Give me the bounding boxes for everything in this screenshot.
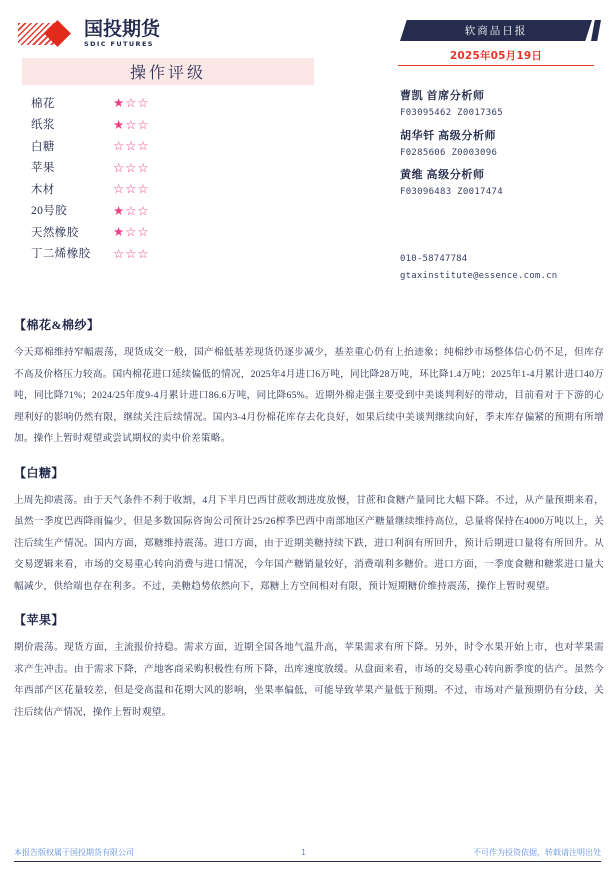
section-heading: 【白糖】 bbox=[14, 465, 65, 480]
document-footer bbox=[0, 836, 615, 862]
operation-rating-panel bbox=[22, 58, 314, 264]
rating-item-name: 白糖 bbox=[31, 140, 55, 153]
rating-item-name: 天然橡胶 bbox=[31, 226, 79, 239]
report-type-banner bbox=[400, 20, 592, 41]
logo-diamond-icon bbox=[18, 21, 80, 47]
analyst-list bbox=[400, 88, 615, 207]
section-body: 今天郑棉维持窄幅震荡，现货成交一般，国产棉低基差现货仍逐步减少，基差重心仍有上抬迹象；纯棉纱市场整体信心仍不足，但库存不高及价格压力较高。国内棉花进口延续偏低的情况，2025年4月进口6万吨，同比降28万吨，环比降1.4万吨；2025年1-4月累计进口40万吨，同比降71%；2024/25年度9-4月累计进口86.6万吨，同比降65%。近期外棉走强主要受到中美谈判利好的带动，目前看对于下游的心理利好的影响仍然有限，继续关注后续情况。国内3-4月份棉花库存去化良好，如果后续中美谈判继续向好，季末库存偏紧的预期有所增加。操作上暂时观望或尝试期权的卖中价差策略。 bbox=[14, 347, 604, 444]
logo-wordmark bbox=[84, 20, 160, 48]
section-apple bbox=[14, 611, 604, 723]
banner-label: 软商品日报 bbox=[464, 26, 528, 37]
rating-item-name: 20号胶 bbox=[31, 205, 68, 218]
analyst-name: 曹凯 首席分析师 bbox=[400, 90, 485, 102]
footer-copyright: 本报告版权属于国投期货有限公司 bbox=[14, 848, 134, 857]
rating-list bbox=[22, 92, 314, 264]
rating-row bbox=[31, 243, 314, 265]
rating-item-stars: ★☆☆ bbox=[113, 224, 150, 240]
report-date-block bbox=[398, 48, 594, 66]
rating-item-stars: ☆☆☆ bbox=[113, 159, 150, 175]
rating-item-stars: ☆☆☆ bbox=[113, 138, 150, 154]
company-logo bbox=[18, 17, 160, 51]
section-heading: 【棉花&棉纱】 bbox=[14, 318, 100, 332]
analyst-name: 胡华钎 高级分析师 bbox=[400, 129, 497, 142]
rating-row bbox=[31, 157, 314, 179]
analyst-block bbox=[400, 128, 615, 161]
rating-item-stars: ★☆☆ bbox=[113, 202, 150, 218]
contact-email[interactable]: gtaxinstitute@essence.com.cn bbox=[400, 271, 558, 281]
analyst-license-code: F03096483 Z0017474 bbox=[400, 187, 503, 197]
footer-divider bbox=[14, 861, 601, 862]
section-heading: 【苹果】 bbox=[14, 613, 65, 627]
logo-name-en: SDIC FUTURES bbox=[84, 40, 154, 49]
rating-row bbox=[31, 92, 314, 114]
analyst-license-code: F03095462 Z0017365 bbox=[400, 108, 503, 118]
rating-title-bar bbox=[22, 58, 314, 85]
contact-phone: 010-58747784 bbox=[400, 254, 468, 264]
rating-item-name: 纸浆 bbox=[31, 119, 55, 132]
rating-row bbox=[31, 114, 314, 136]
rating-item-name: 苹果 bbox=[31, 162, 55, 175]
document-header bbox=[0, 0, 615, 300]
analyst-name: 黄维 高级分析师 bbox=[400, 169, 485, 181]
rating-item-stars: ☆☆☆ bbox=[113, 245, 150, 261]
analyst-block bbox=[400, 167, 615, 200]
rating-item-name: 棉花 bbox=[31, 97, 55, 110]
section-body: 期价震荡。现货方面，主流报价持稳。需求方面，近期全国各地气温升高，苹果需求有所下降。另外，时令水果开始上市，也对苹果需求产生冲击。由于需求下降，产地客商采购积极性有所下降，出库速度放缓。从盘面来看，市场的交易重心转向新季度的估产。虽然今年西部产区花量较差，但是受高温和花期大风的影响，坐果率偏低，可能导致苹果产量低于预期。不过，市场对产量预期仍有分歧，关注后续估产情况，操作上暂时观望。 bbox=[14, 642, 604, 718]
contact-block bbox=[400, 251, 615, 285]
rating-item-name: 丁二烯橡胶 bbox=[31, 248, 91, 261]
report-content bbox=[14, 316, 604, 737]
section-sugar bbox=[14, 464, 604, 598]
rating-row bbox=[31, 135, 314, 157]
footer-content bbox=[14, 847, 601, 858]
rating-panel-title: 操作评级 bbox=[129, 65, 206, 82]
section-cotton bbox=[14, 316, 604, 450]
section-body: 上周先抑震荡。由于天气条件不利于收割，4月下半月巴西甘蔗收割进度放慢，甘蔗和食糖产量同比大幅下降。不过，从产量预期来看，虽然一季度巴西降雨偏少，但是多数国际咨询公司预计25/26榨季巴西中南部地区产糖量继续维持高位，总量将保持在4000万吨以上，关注后续生产情况。国内方面，郑糖维持震荡。进口方面，由于近期美糖持续下跌，进口利润有所回升，预计后期进口量将有所回升。从交易逻辑来看，市场的交易重心转向消费与进口情况，今年国产糖销量较好，消费端利多糖价。进口方面，一季度食糖和糖浆进口量大幅减少，供给端也存在利多。不过，美糖趋势依然向下，郑糖上方空间相对有限，预计短期糖价维持震荡，操作上暂时观望。 bbox=[14, 494, 604, 592]
logo-name-cn: 国投期货 bbox=[84, 18, 161, 41]
rating-item-name: 木材 bbox=[31, 183, 55, 196]
rating-row bbox=[31, 178, 314, 200]
date-underline bbox=[398, 65, 594, 66]
analyst-block bbox=[400, 88, 615, 121]
banner-tail-shape bbox=[591, 20, 601, 41]
analyst-license-code: F0285606 Z0003096 bbox=[400, 147, 498, 158]
report-date: 2025年05月19日 bbox=[449, 50, 543, 62]
rating-row bbox=[31, 200, 314, 222]
rating-item-stars: ☆☆☆ bbox=[113, 181, 150, 197]
footer-disclaimer: 不可作为投资依据，转载请注明出处 bbox=[473, 848, 601, 857]
rating-item-stars: ★☆☆ bbox=[113, 95, 150, 111]
rating-row bbox=[31, 221, 314, 243]
rating-item-stars: ★☆☆ bbox=[113, 116, 150, 132]
footer-page-number: 1 bbox=[300, 848, 307, 857]
